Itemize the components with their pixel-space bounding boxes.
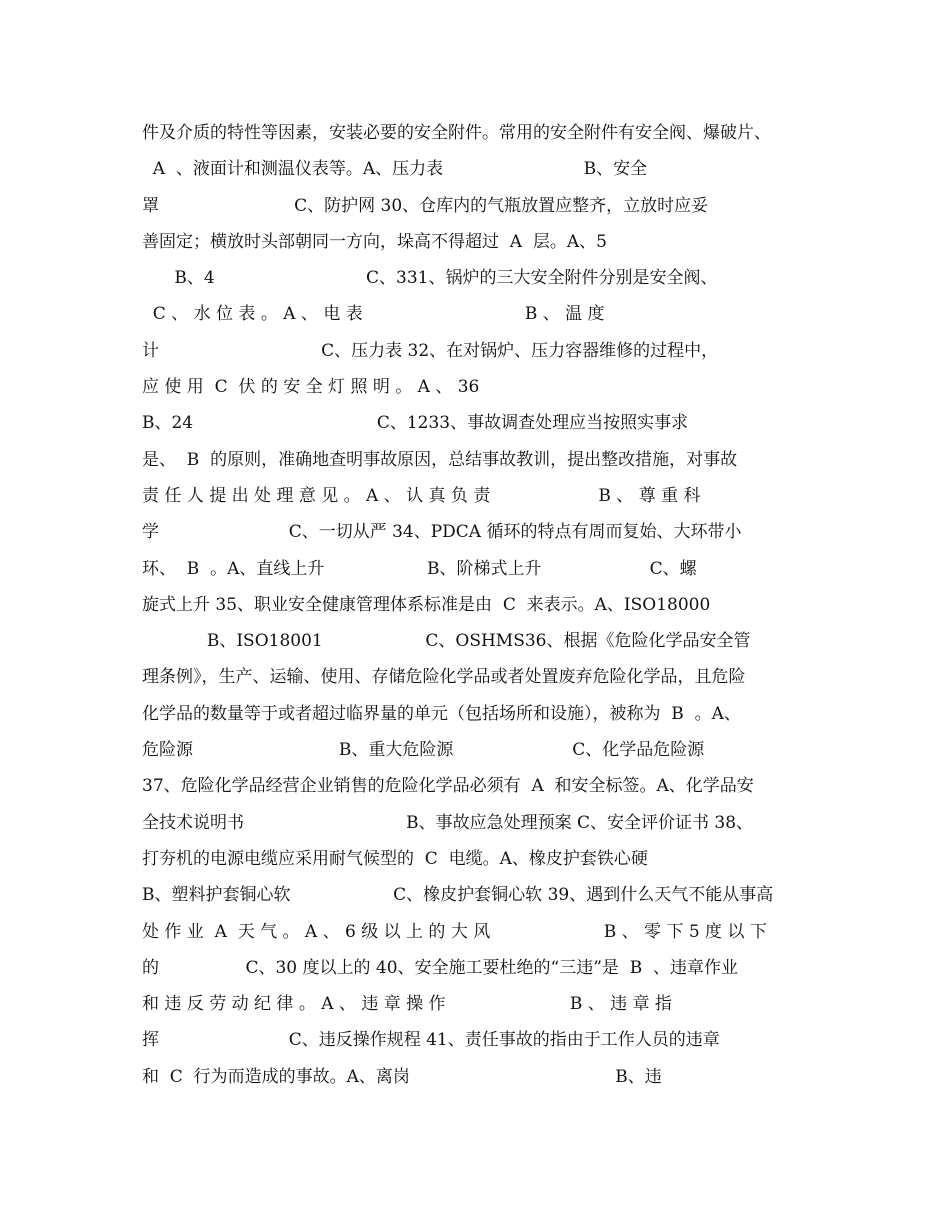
document-line: 善固定；横放时头部朝同一方向，垛高不得超过 A 层。A、5 xyxy=(142,231,607,252)
document-body xyxy=(142,115,812,1095)
document-line: 理条例》，生产、运输、使用、存储危险化学品或者处置废弃危险化学品，且危险 xyxy=(142,667,746,688)
document-line: B、ISO18001 C、OSHMS36、根据《危险化学品安全管 xyxy=(142,631,751,652)
document-line: B、24 C、1233、事故调查处理应当按照实事求 xyxy=(142,413,689,434)
document-line: 件及介质的特性等因素，安装必要的安全附件。常用的安全附件有安全阀、爆破片、 xyxy=(142,123,771,143)
document-line: 全技术说明书 B、事故应急处理预案 C、安全评价证书 38、 xyxy=(142,812,754,833)
document-line: 计 C、压力表 32、在对锅炉、压力容器维修的过程中， xyxy=(142,340,719,361)
document-line: 罩 C、防护网 30、仓库内的气瓶放置应整齐，立放时应妥 xyxy=(142,195,709,216)
document-line: 旋式上升 35、职业安全健康管理体系标准是由 C 来表示。A、ISO18000 xyxy=(142,594,711,615)
document-line: 处 作 业 A 天 气 。 A 、 6 级 以 上 的 大 风 B 、 零 下 5 度 以 下 xyxy=(142,921,767,942)
document-line: B、塑料护套铜心软 C、橡皮护套铜心软 39、遇到什么天气不能从事高 xyxy=(142,885,774,906)
document-line: A 、液面计和测温仪表等。A、压力表 B、安全 xyxy=(142,159,648,180)
document-line: 是、 B 的原则，准确地查明事故原因，总结事故教训，提出整改措施，对事故 xyxy=(142,449,738,470)
document-line: 打夯机的电源电缆应采用耐气候型的 C 电缆。A、橡皮护套铁心硬 xyxy=(142,848,648,869)
document-line: 危险源 B、重大危险源 C、化学品危险源 xyxy=(142,740,705,761)
document-line: 和 C 行为而造成的事故。A、离岗 B、违 xyxy=(142,1066,662,1087)
document-line: B、4 C、331、锅炉的三大安全附件分别是安全阀、 xyxy=(142,268,718,289)
document-line: 和 违 反 劳 动 纪 律 。 A 、 违 章 操 作 B 、 违 章 指 xyxy=(142,994,672,1015)
document-line: 应 使 用 C 伏 的 安 全 灯 照 明 。 A 、 36 xyxy=(142,377,480,398)
document-line: 37、危险化学品经营企业销售的危险化学品必须有 A 和安全标签。A、化学品安 xyxy=(142,776,754,797)
document-line: 的 C、30 度以上的 40、安全施工要杜绝的“三违”是 B 、违章作业 xyxy=(142,957,739,978)
document-line: 化学品的数量等于或者超过临界量的单元（包括场所和设施），被称为 B 。A、 xyxy=(142,703,741,724)
document-line: 学 C、一切从严 34、PDCA 循环的特点有周而复始、大环带小 xyxy=(142,522,742,543)
document-line: 环、 B 。A、直线上升 B、阶梯式上升 C、螺 xyxy=(142,558,697,579)
document-line: 挥 C、违反操作规程 41、责任事故的指由于工作人员的违章 xyxy=(142,1030,720,1051)
document-line: C 、 水 位 表 。 A 、 电 表 B 、 温 度 xyxy=(142,304,605,325)
document-line: 责 任 人 提 出 处 理 意 见 。 A 、 认 真 负 责 B 、 尊 重 科 xyxy=(142,485,701,506)
